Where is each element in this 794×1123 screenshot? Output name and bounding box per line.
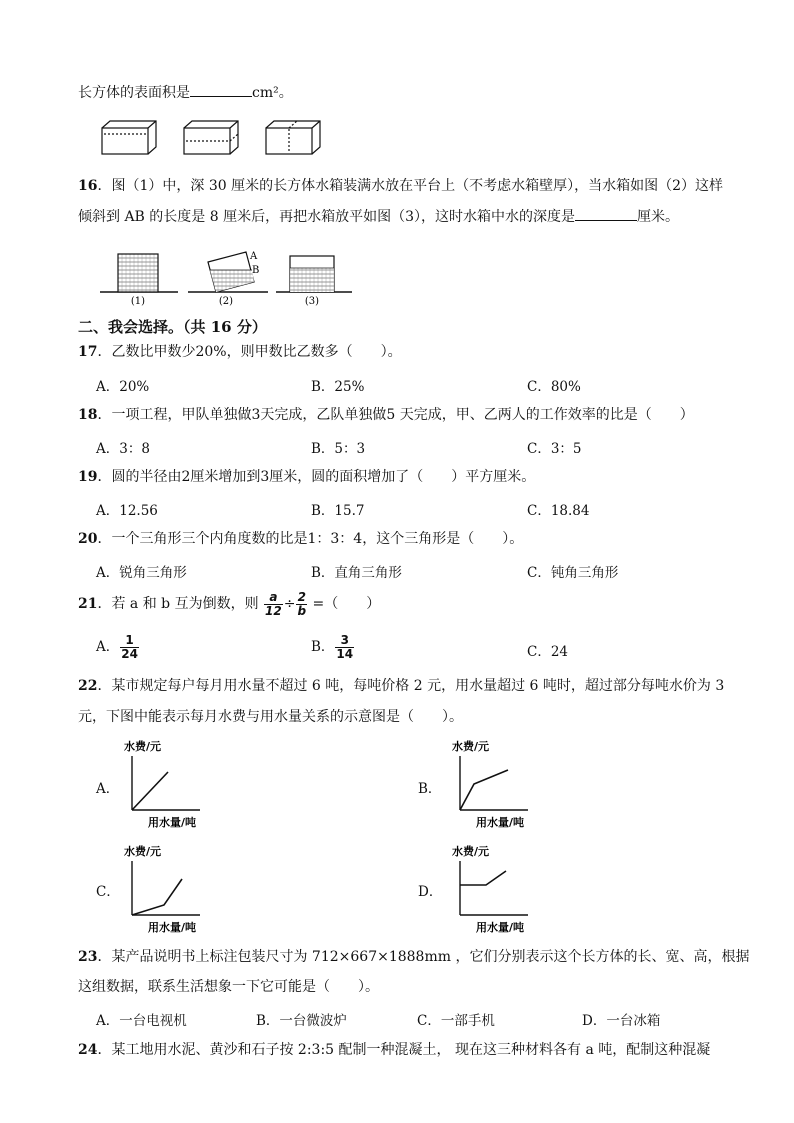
- q24-number: 24: [78, 1042, 98, 1058]
- q22-option-c-label[interactable]: C．: [96, 884, 120, 900]
- q22-line2: 元，下图中能表示每月水费与用水量关系的示意图是（ ）。: [78, 709, 463, 725]
- fig-label-2: (2): [218, 296, 234, 307]
- point-b-label: B: [252, 265, 260, 276]
- q21-option-b[interactable]: [311, 630, 355, 664]
- q17-stem: [78, 342, 402, 362]
- q22-number: 22: [78, 678, 98, 694]
- q15-answer-blank[interactable]: [190, 82, 252, 97]
- q21-stem: [78, 588, 380, 620]
- q17-option-c[interactable]: C．80%: [527, 379, 581, 395]
- q20-option-b[interactable]: B．直角三角形: [311, 565, 402, 581]
- q19-text: ．圆的半径由2厘米增加到3厘米，圆的面积增加了（ ）平方厘米。: [97, 469, 536, 485]
- q20-number: 20: [78, 531, 98, 547]
- q17-option-b[interactable]: B．25%: [311, 379, 365, 395]
- graph-c-ylabel: 水费/元: [124, 845, 162, 858]
- q16-text-3: 厘米。: [637, 209, 680, 225]
- fig-label-3: (3): [304, 296, 320, 307]
- q23-line1: [78, 947, 749, 967]
- q18-stem: [78, 405, 694, 425]
- q16-answer-blank[interactable]: [575, 206, 637, 221]
- q21-frac2-den: b: [297, 603, 307, 618]
- q21-text-after: =（ ）: [308, 596, 381, 612]
- q15-line: [78, 82, 293, 103]
- q18-number: 18: [78, 407, 98, 423]
- q21-operator: ÷: [283, 596, 296, 612]
- q21-opt-b-num: 3: [335, 634, 354, 648]
- q19-option-a[interactable]: A．12.56: [96, 503, 158, 519]
- q23-line2: 这组数据，联系生活想象一下它可能是（ ）。: [78, 979, 379, 995]
- q22-line1: [78, 676, 724, 696]
- q21-frac1-den: 12: [265, 603, 282, 618]
- q21-number: 21: [78, 596, 98, 612]
- q21-frac2-num: 2: [297, 589, 306, 604]
- fig-label-1: (1): [130, 296, 146, 307]
- q22-graph-a[interactable]: [120, 738, 220, 830]
- q16-line1: [78, 176, 723, 196]
- graph-b-ylabel: 水费/元: [452, 740, 490, 753]
- q22-graph-d[interactable]: [448, 843, 548, 935]
- graph-b-xlabel: 用水量/吨: [476, 816, 525, 829]
- q22-text-1: ．某市规定每户每月用水量不超过 6 吨，每吨价格 2 元，用水量超过 6 吨时，超过部分每吨水价为 3: [97, 678, 725, 694]
- q21-opt-b-den: 14: [336, 647, 354, 661]
- q19-option-b[interactable]: B．15.7: [311, 503, 365, 519]
- q22-graph-b[interactable]: [448, 738, 548, 830]
- point-a-label: A: [250, 251, 258, 262]
- q22-option-b-label[interactable]: B．: [418, 781, 442, 797]
- q20-option-a[interactable]: A．锐角三角形: [96, 565, 187, 581]
- q20-stem: [78, 529, 523, 549]
- q15-text: 长方体的表面积是: [78, 85, 190, 101]
- section-title: 二、我会选择。（共 16 分）: [78, 318, 267, 336]
- q21-option-b-fraction: [335, 634, 354, 661]
- tank-figure-3: [276, 256, 352, 292]
- q21-frac1-num: a: [264, 591, 283, 605]
- cuboid-figure-2: [184, 121, 238, 154]
- graph-a-xlabel: 用水量/吨: [148, 816, 197, 829]
- q21-opt-a-den: 24: [121, 647, 138, 661]
- q20-text: ．一个三角形三个内角度数的比是1：3：4，这个三角形是（ ）。: [97, 531, 524, 547]
- q18-option-a[interactable]: A．3：8: [96, 441, 150, 457]
- q23-option-c[interactable]: C．一部手机: [417, 1013, 495, 1029]
- graph-d-xlabel: 用水量/吨: [476, 921, 525, 934]
- q16-text-2: 倾斜到 AB 的长度是 8 厘米后，再把水箱放平如图（3），这时水箱中水的深度是: [78, 209, 576, 225]
- q21-opt-a-num: 1: [120, 634, 139, 648]
- cuboid-figure-3: [266, 121, 320, 154]
- q21-option-a-label: A．: [96, 639, 120, 655]
- q15-cuboid-figures: [100, 120, 330, 156]
- q16-tank-figures: [100, 240, 355, 306]
- q18-text: ．一项工程，甲队单独做3天完成，乙队单独做5 天完成，甲、乙两人的工作效率的比是（ ）: [97, 407, 694, 423]
- q22-option-d-label[interactable]: D．: [418, 884, 443, 900]
- q21-option-a[interactable]: [96, 630, 140, 664]
- tank-figure-1: [100, 254, 178, 292]
- q24-text: ．某工地用水泥、黄沙和石子按 2:3:5 配制一种混凝土， 现在这三种材料各有 a 吨，配制这种混凝: [97, 1042, 711, 1058]
- q21-option-b-label: B．: [311, 639, 335, 655]
- q21-option-a-fraction: [120, 634, 139, 661]
- q17-number: 17: [78, 344, 98, 360]
- q21-fraction-1: [264, 591, 283, 618]
- q23-option-d[interactable]: D．一台冰箱: [582, 1013, 661, 1029]
- q17-option-a[interactable]: A．20%: [96, 379, 150, 395]
- q20-option-c[interactable]: C．钝角三角形: [527, 565, 619, 581]
- q18-option-c[interactable]: C．3：5: [527, 441, 582, 457]
- q19-option-c[interactable]: C．18.84: [527, 503, 590, 519]
- graph-c-xlabel: 用水量/吨: [148, 921, 197, 934]
- q22-option-a-label[interactable]: A．: [96, 781, 120, 797]
- q21-text: ．若 a 和 b 互为倒数，则: [97, 596, 264, 612]
- q24-stem: [78, 1040, 710, 1060]
- q18-option-b[interactable]: B．5：3: [311, 441, 366, 457]
- q16-number: 16: [78, 178, 98, 194]
- q22-graph-c[interactable]: [120, 843, 220, 935]
- q23-option-b[interactable]: B．一台微波炉: [256, 1013, 347, 1029]
- q16-line2: [78, 206, 679, 227]
- q16-text-1: ．图（1）中，深 30 厘米的长方体水箱装满水放在平台上（不考虑水箱壁厚），当水箱如图（2）这样: [97, 178, 724, 194]
- graph-d-ylabel: 水费/元: [452, 845, 490, 858]
- q21-option-c[interactable]: C．24: [527, 644, 569, 660]
- q21-fraction-2: [296, 591, 307, 618]
- q23-option-a[interactable]: A．一台电视机: [96, 1013, 187, 1029]
- q15-unit: cm²。: [252, 85, 293, 101]
- q19-stem: [78, 467, 535, 487]
- q23-text-1: ．某产品说明书上标注包装尺寸为 712×667×1888mm ，它们分别表示这个长方体的长、宽、高，根据: [97, 949, 750, 965]
- q19-number: 19: [78, 469, 98, 485]
- q23-number: 23: [78, 949, 98, 965]
- graph-a-ylabel: 水费/元: [124, 740, 162, 753]
- q17-text: ．乙数比甲数少20%，则甲数比乙数多（ ）。: [97, 344, 402, 360]
- cuboid-figure-1: [102, 121, 156, 154]
